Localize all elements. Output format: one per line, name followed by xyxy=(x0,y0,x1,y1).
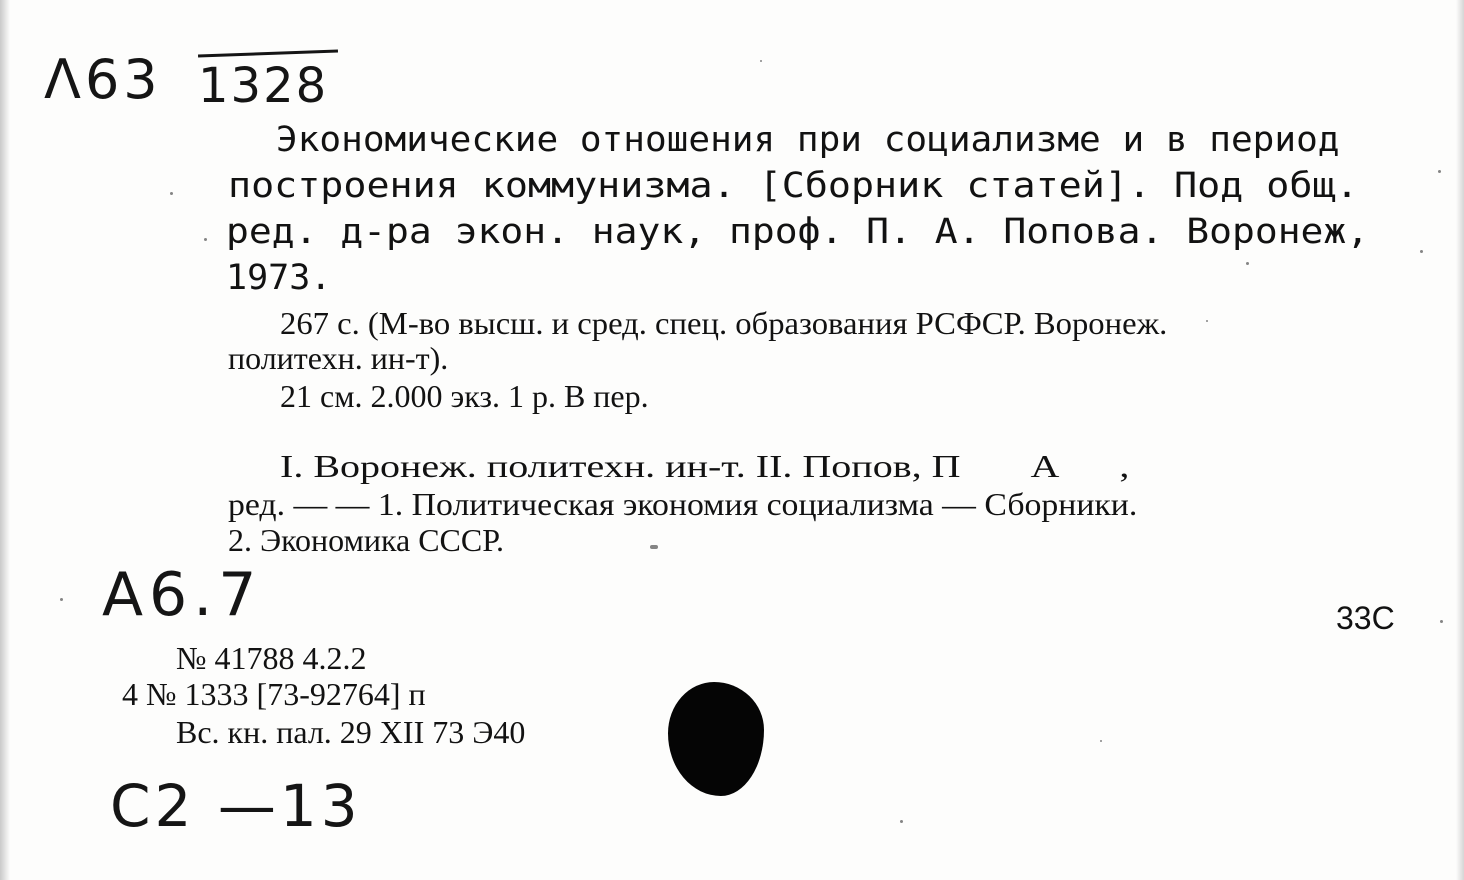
speck xyxy=(900,820,903,823)
index-code: 33С xyxy=(1336,600,1395,636)
speck xyxy=(1206,320,1208,322)
series-line-1: 267 с. (М-во высш. и сред. спец. образования РСФСР. Воронеж. xyxy=(280,305,1168,341)
imprint-line-1: № 41788 4.2.2 xyxy=(176,640,367,676)
speck xyxy=(1246,262,1249,265)
punch-hole xyxy=(668,682,764,796)
handwritten-code-top-number: 1328 xyxy=(198,58,329,114)
handwritten-code-top: Λ63 xyxy=(44,48,162,111)
tracing-line-1: I. Воронеж. политехн. ин-т. II. Попов, П А , xyxy=(280,448,1130,484)
speck xyxy=(1440,620,1443,623)
title-line-4: 1973. xyxy=(226,258,332,298)
speck xyxy=(1438,170,1441,173)
handwritten-overline xyxy=(198,50,338,58)
speck xyxy=(170,192,173,195)
title-line-3: ред. д-ра экон. наук, проф. П. А. Попова. Воронеж, xyxy=(226,212,1370,252)
speck xyxy=(204,238,207,241)
imprint-line-2: 4 № 1333 [73-92764] п xyxy=(122,676,426,712)
physical-description: 21 см. 2.000 экз. 1 р. В пер. xyxy=(280,378,649,414)
speck xyxy=(1420,250,1423,253)
speck xyxy=(650,545,658,549)
handwritten-code-bottom: С2 —13 xyxy=(110,772,362,840)
speck xyxy=(60,598,63,601)
series-line-2: политехн. ин-т). xyxy=(228,340,449,376)
title-line-1: Экономические отношения при социализме и в период xyxy=(276,120,1340,160)
imprint-line-3: Вс. кн. пал. 29 XII 73 Э40 xyxy=(176,714,526,750)
title-line-2: построения коммунизма. [Сборник статей]. Под общ. xyxy=(228,166,1359,206)
tracing-line-2: ред. — — 1. Политическая экономия социализма — Сборники. xyxy=(228,486,1138,522)
handwritten-code-middle: А6.7 xyxy=(102,560,263,630)
tracing-line-3: 2. Экономика СССР. xyxy=(228,522,505,558)
speck xyxy=(760,60,762,62)
card-right-edge xyxy=(1456,0,1464,880)
speck xyxy=(1100,740,1102,742)
card-left-edge xyxy=(0,0,10,880)
